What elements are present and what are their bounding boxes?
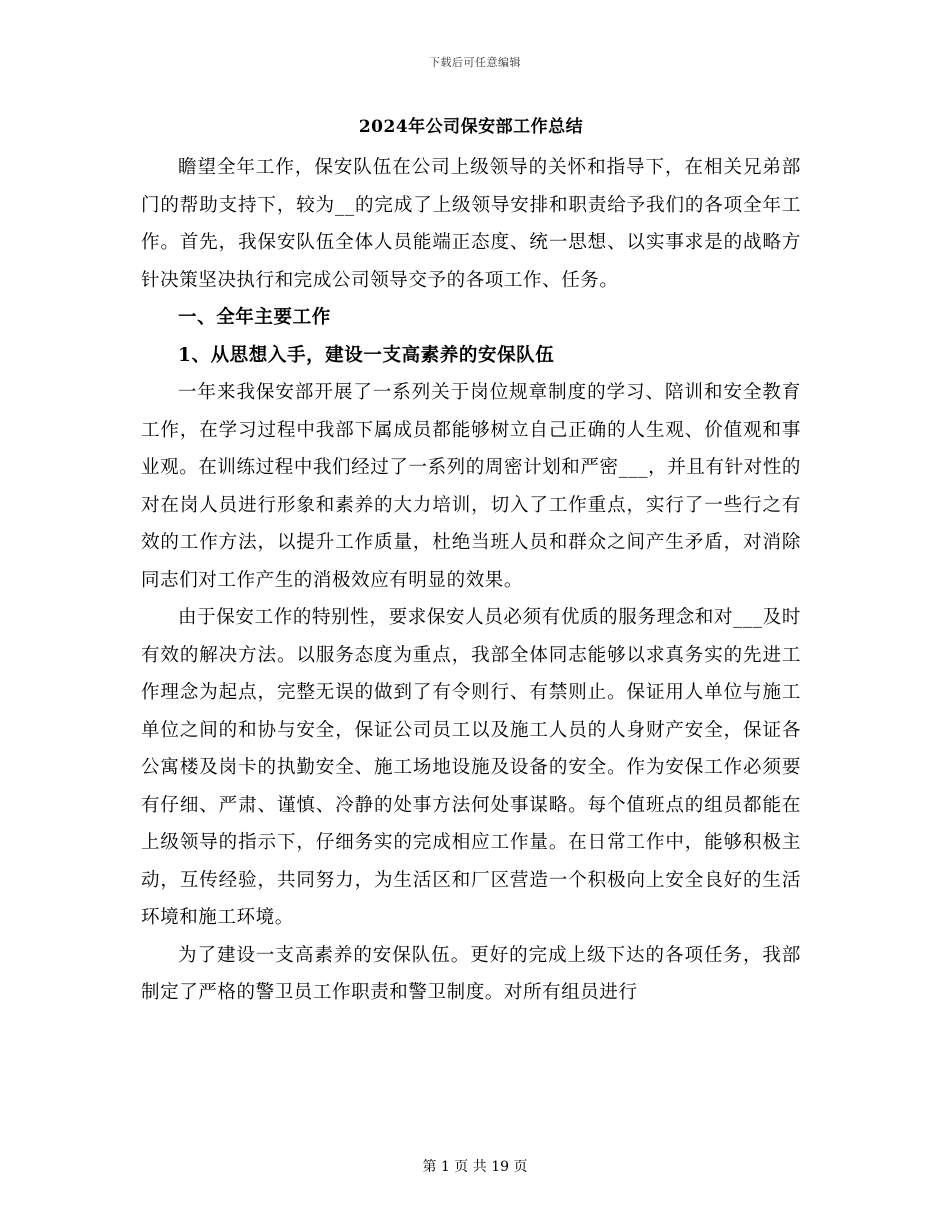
- intro-paragraph: 瞻望全年工作，保安队伍在公司上级领导的关怀和指导下，在相关兄弟部门的帮助支持下，较为__的完成了上级领导安排和职责给予我们的各项全年工作。首先，我保安队伍全体人员能端正态度、统一思想、以实事求是的战略方针决策坚决执行和完成公司领导交予的各项工作、任务。: [141, 157, 801, 291]
- section-heading: 一、全年主要工作: [178, 307, 331, 328]
- body-paragraph: 为了建设一支高素养的安保队伍。更好的完成上级下达的各项任务，我部制定了严格的警卫员工作职责和警卫制度。对所有组员进行: [141, 944, 801, 1003]
- page-header-note: 下载后可任意编辑: [429, 56, 521, 69]
- document-body: [141, 113, 801, 1012]
- body-paragraph: 一年来我保安部开展了一系列关于岗位规章制度的学习、陪训和安全教育工作，在学习过程中我部下属成员都能够树立自己正确的人生观、价值观和事业观。在训练过程中我们经过了一系列的周密计划和严密___，并且有针对性的对在岗人员进行形象和素养的大力培训，切入了工作重点，实行了一些行之有效的工作方法，以提升工作质量，杜绝当班人员和群众之间产生矛盾，对消除同志们对工作产生的消极效应有明显的效果。: [141, 382, 801, 591]
- subsection-heading: 1、从思想入手，建设一支高素养的安保队伍: [178, 344, 555, 366]
- body-paragraph: 由于保安工作的特别性，要求保安人员必须有优质的服务理念和对___及时有效的解决方法。以服务态度为重点，我部全体同志能够以求真务实的先进工作理念为起点，完整无误的做到了有令则行、有禁则止。保证用人单位与施工单位之间的和协与安全，保证公司员工以及施工人员的人身财产安全，保证各公寓楼及岗卡的执勤安全、施工场地设施及设备的安全。作为安保工作必须要有仔细、严肃、谨慎、冷静的处事方法何处事谋略。每个值班点的组员都能在上级领导的指示下，仔细务实的完成相应工作量。在日常工作中，能够积极主动，互传经验，共同努力，为生活区和厂区营造一个积极向上安全良好的生活环境和施工环境。: [141, 607, 801, 928]
- document-title: 2024年公司保安部工作总结: [358, 117, 584, 137]
- page-number: 第 1 页 共 19 页: [422, 1159, 528, 1175]
